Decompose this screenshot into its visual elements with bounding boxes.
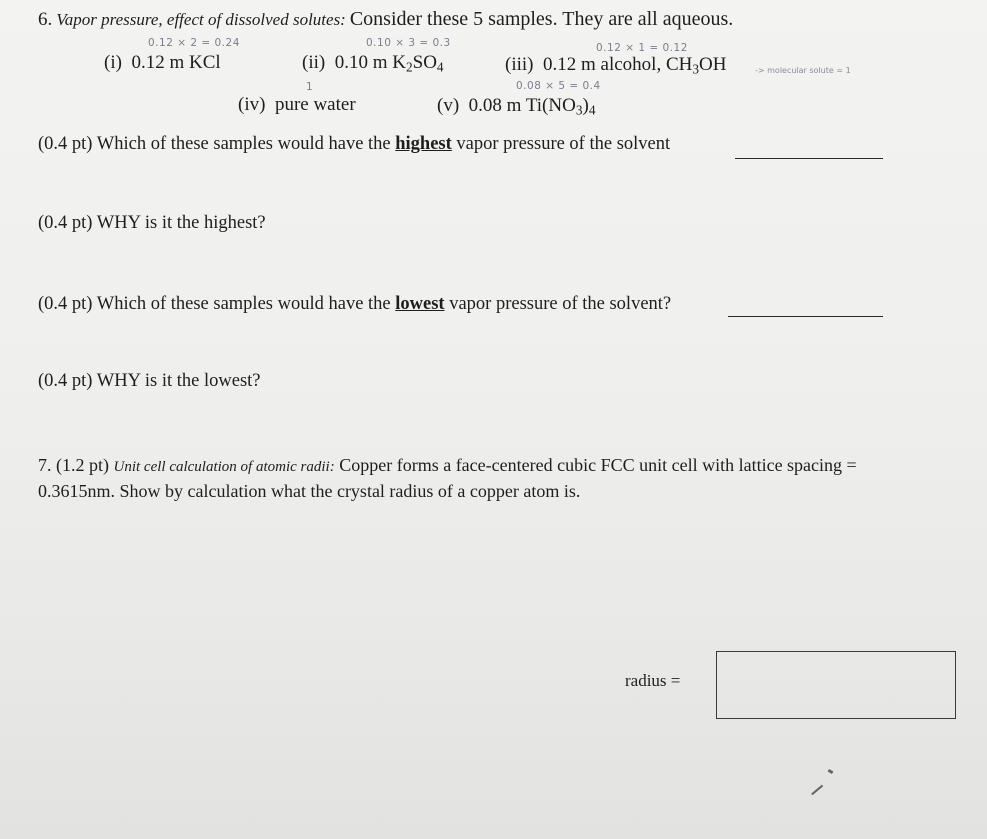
stray-mark — [828, 769, 834, 774]
question-lowest: (0.4 pt) Which of these samples would have the lowest vapor pressure of the solvent? — [38, 294, 672, 314]
stray-mark — [811, 785, 823, 795]
handwritten-note-ii: 0.10 × 3 = 0.3 — [366, 37, 451, 49]
sample-label: 0.12 m KCl — [131, 52, 221, 73]
sample-i — [104, 52, 221, 74]
radius-label: radius = — [625, 671, 681, 690]
sample-ii: (ii) 0.10 m $K_2SO_4$ — [302, 52, 444, 75]
answer-blank-highest[interactable] — [735, 158, 883, 159]
q6-intro: Consider these 5 samples. They are all aqueous. — [349, 8, 734, 30]
keyword-highest: highest — [395, 134, 452, 154]
radius-answer-box[interactable] — [716, 651, 956, 719]
q7-block — [38, 453, 898, 503]
answer-blank-lowest[interactable] — [728, 316, 883, 317]
sample-id: (ii) — [302, 52, 326, 73]
question-why-highest: (0.4 pt) WHY is it the highest? — [38, 213, 266, 233]
q7-title: Unit cell calculation of atomic radii: — [113, 459, 335, 475]
keyword-lowest: lowest — [395, 294, 445, 314]
sample-id: (iii) — [505, 54, 534, 75]
handwritten-note-iii-molecular: -> molecular solute = 1 — [755, 66, 851, 75]
handwritten-note-iii: 0.12 × 1 = 0.12 — [596, 42, 688, 54]
q6-number: 6. — [38, 9, 53, 30]
sample-iv — [238, 94, 356, 116]
q7-points: (1.2 pt) — [56, 455, 109, 475]
q6-header — [38, 8, 733, 31]
question-highest: (0.4 pt) Which of these samples would have the highest vapor pressure of the solvent — [38, 134, 671, 154]
sample-id: (i) — [104, 52, 122, 73]
question-why-lowest: (0.4 pt) WHY is it the lowest? — [38, 371, 261, 391]
q7-number: 7. — [38, 455, 52, 475]
sample-v: (v) 0.08 m $Ti(NO_3)_4$ — [437, 95, 596, 118]
q7-text: Copper forms a face-centered cubic FCC unit cell with lattice spacing = 0.3615nm. Show by calculation what the crystal radius of a copper atom is. — [38, 455, 857, 501]
sample-label: pure water — [274, 94, 356, 115]
handwritten-note-v: 0.08 × 5 = 0.4 — [516, 80, 601, 92]
handwritten-note-i: 0.12 × 2 = 0.24 — [148, 37, 240, 49]
sample-id: (v) — [437, 95, 460, 116]
sample-iii: (iii) 0.12 m alcohol, $CH_3OH$ — [505, 54, 727, 77]
handwritten-note-iv: 1 — [306, 81, 314, 93]
sample-id: (iv) — [238, 94, 266, 115]
q6-title: Vapor pressure, effect of dissolved solutes: — [56, 10, 346, 29]
